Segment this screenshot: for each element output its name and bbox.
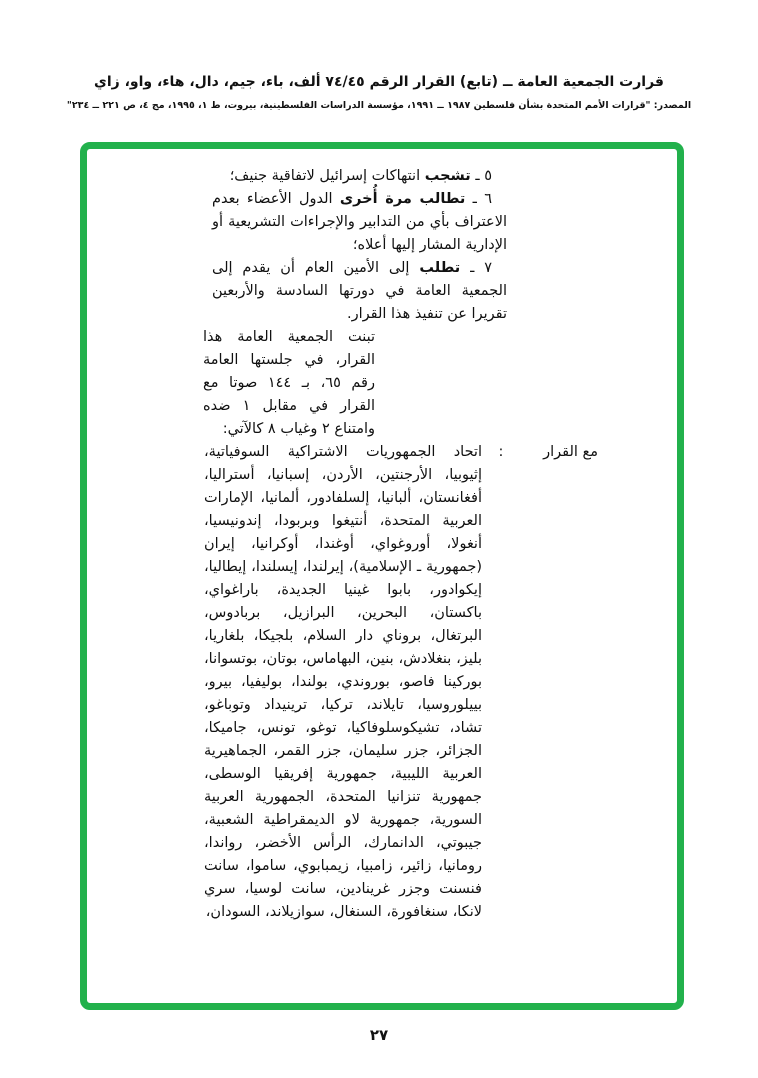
clause-6 bbox=[212, 188, 507, 257]
clauses-section bbox=[212, 165, 507, 326]
clause-7-text: إلى الأمين العام أن يقدم إلى الجمعية العامة في دورتها السادسة والأربعين تقريرا عن تنفيذ هذا القرار. bbox=[212, 260, 507, 322]
clause-7-verb: تطلب bbox=[419, 260, 461, 276]
page-title: قرارت الجمعية العامة ــ (تابع) القرار الرقم ٧٤/٤٥ ألف، باء، جيم، دال، هاء، واو، زاي bbox=[94, 74, 664, 90]
clause-5-number: ٥ ـ bbox=[470, 168, 492, 184]
clause-6-text: الدول الأعضاء بعدم الاعتراف بأي من التدابير والإجراءات التشريعية أو الإدارية المشار إليها أعلاه؛ bbox=[212, 191, 507, 253]
with-vote-row bbox=[87, 441, 598, 924]
clause-6-number: ٦ ـ bbox=[465, 191, 492, 207]
resolution-border-box bbox=[80, 142, 684, 1010]
page-number: ٢٧ bbox=[369, 1026, 389, 1044]
clause-5-text: انتهاكات إسرائيل لاتفاقية جنيف؛ bbox=[229, 168, 425, 184]
clause-5-verb: تشجب bbox=[424, 168, 471, 184]
clause-7 bbox=[212, 257, 507, 326]
resolution-content bbox=[87, 165, 677, 924]
colon-separator: : bbox=[498, 444, 504, 460]
clause-6-verb: تطالب مرة أُخرى bbox=[339, 191, 466, 207]
with-vote-label: مع القرار bbox=[543, 444, 598, 460]
clause-5 bbox=[212, 165, 507, 188]
countries-paragraph: اتحاد الجمهوريات الاشتراكية السوفياتية، إثيوبيا، الأرجنتين، الأردن، إسبانيا، أستراليا، أفغانستان، ألبانيا، إلسلفادور، ألمانيا، الإمارات العربية المتحدة، أنتيغوا وبربودا، إندونيسيا، أنغولا، أوروغواي، أوغندا، أوكرانيا، إيران (جمهورية ـ الإسلامية)، إيرلندا، إيسلندا، إيطاليا، إيكوادور، بابوا غينيا الجديدة، باراغواي، باكستان، البحرين، البرازيل، بربادوس، البرتغال، بروناي دار السلام، بلجيكا، بلغاريا، بليز، بنغلادش، بنين، البهاماس، بوتان، بوتسوانا، بوركينا فاصو، بوروندي، بولندا، بوليفيا، بيرو، بييلوروسيا، تايلاند، تركيا، ترينيداد وتوباغو، تشاد، تشيكوسلوفاكيا، توغو، تونس، جاميكا، الجزائر، جزر سليمان، جزر القمر، الجماهيرية العربية الليبية، جمهورية إفريقيا الوسطى، جمهورية تنزانيا المتحدة، الجمهورية العربية السورية، جمهورية لاو الديمقراطية الشعبية، جيبوتي، الدانمارك، الرأس الأخضر، رواندا، رومانيا، زائير، زامبيا، زيمبابوي، ساموا، سانت فنسنت وجزر غرينادين، سانت لوسيا، سري لانكا، سنغافورة، السنغال، سوازيلاند، السودان، bbox=[204, 444, 482, 920]
clause-7-number: ٧ ـ bbox=[460, 260, 493, 276]
vote-summary: تبنت الجمعية العامة هذا القرار، في جلستها العامة رقم ٦٥، بـ ١٤٤ صوتا مع القرار في مقابل ١ ضده وامتناع ٢ وغياب ٨ كالآتي: bbox=[203, 329, 375, 437]
page-header bbox=[0, 72, 758, 113]
source-line: المصدر: "قرارات الأمم المتحدة بشأن فلسطين ١٩٨٧ ــ ١٩٩١، مؤسسة الدراسات الفلسطينية، بيروت، ط ١، ١٩٩٥، مج ٤، ص ٢٢١ ــ ٢٣٤" bbox=[66, 100, 692, 111]
